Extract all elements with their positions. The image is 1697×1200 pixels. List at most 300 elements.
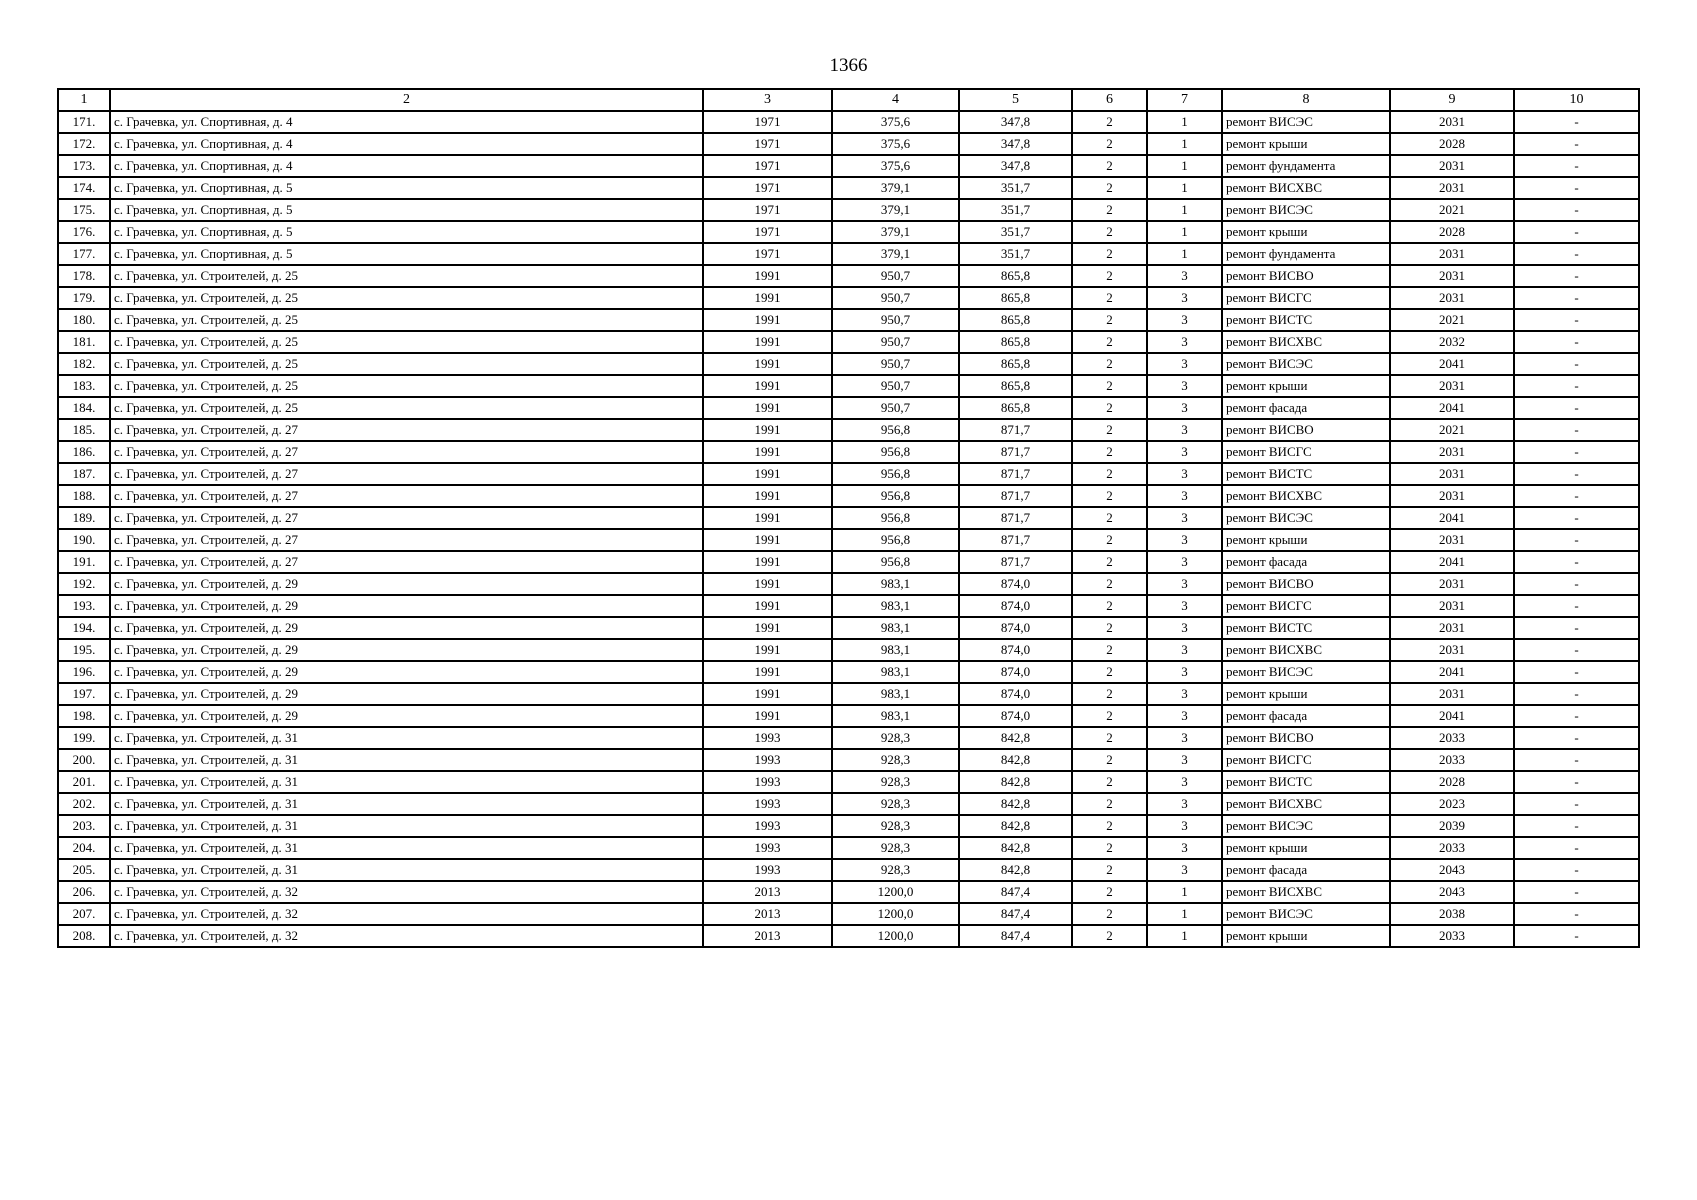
work-type-cell: ремонт ВИСЭС: [1222, 111, 1390, 133]
entrances-cell: 3: [1147, 529, 1222, 551]
work-type-cell: ремонт ВИСХВС: [1222, 639, 1390, 661]
note-cell: -: [1514, 815, 1639, 837]
column-header: 2: [110, 89, 703, 111]
year-built-cell: 1993: [703, 837, 832, 859]
living-area-cell: 842,8: [959, 859, 1072, 881]
entrances-cell: 3: [1147, 375, 1222, 397]
row-number-cell: 202.: [58, 793, 110, 815]
work-type-cell: ремонт ВИСЭС: [1222, 507, 1390, 529]
year-planned-cell: 2039: [1390, 815, 1514, 837]
row-number-cell: 187.: [58, 463, 110, 485]
row-number-cell: 197.: [58, 683, 110, 705]
year-planned-cell: 2031: [1390, 177, 1514, 199]
address-cell: с. Грачевка, ул. Строителей, д. 27: [110, 441, 703, 463]
row-number-cell: 171.: [58, 111, 110, 133]
entrances-cell: 3: [1147, 353, 1222, 375]
entrances-cell: 3: [1147, 397, 1222, 419]
work-type-cell: ремонт ВИСГС: [1222, 441, 1390, 463]
year-built-cell: 1993: [703, 771, 832, 793]
living-area-cell: 865,8: [959, 265, 1072, 287]
note-cell: -: [1514, 243, 1639, 265]
table-row: [58, 815, 1639, 837]
work-type-cell: ремонт крыши: [1222, 683, 1390, 705]
note-cell: -: [1514, 793, 1639, 815]
row-number-cell: 190.: [58, 529, 110, 551]
entrances-cell: 3: [1147, 727, 1222, 749]
table-row: [58, 661, 1639, 683]
work-type-cell: ремонт ВИСТС: [1222, 463, 1390, 485]
work-type-cell: ремонт ВИСХВС: [1222, 331, 1390, 353]
living-area-cell: 874,0: [959, 683, 1072, 705]
year-built-cell: 1991: [703, 419, 832, 441]
note-cell: -: [1514, 617, 1639, 639]
table-row: [58, 617, 1639, 639]
note-cell: -: [1514, 419, 1639, 441]
table-header-row: [58, 89, 1639, 111]
year-planned-cell: 2031: [1390, 463, 1514, 485]
address-cell: с. Грачевка, ул. Строителей, д. 29: [110, 595, 703, 617]
living-area-cell: 871,7: [959, 441, 1072, 463]
entrances-cell: 3: [1147, 661, 1222, 683]
table-row: [58, 551, 1639, 573]
year-planned-cell: 2023: [1390, 793, 1514, 815]
year-built-cell: 1991: [703, 551, 832, 573]
address-cell: с. Грачевка, ул. Строителей, д. 29: [110, 639, 703, 661]
year-built-cell: 2013: [703, 925, 832, 947]
floors-cell: 2: [1072, 881, 1147, 903]
table-row: [58, 199, 1639, 221]
year-planned-cell: 2031: [1390, 375, 1514, 397]
living-area-cell: 351,7: [959, 199, 1072, 221]
address-cell: с. Грачевка, ул. Строителей, д. 27: [110, 507, 703, 529]
floors-cell: 2: [1072, 815, 1147, 837]
year-planned-cell: 2031: [1390, 573, 1514, 595]
year-built-cell: 1971: [703, 199, 832, 221]
year-built-cell: 1991: [703, 705, 832, 727]
note-cell: -: [1514, 705, 1639, 727]
entrances-cell: 3: [1147, 265, 1222, 287]
year-planned-cell: 2031: [1390, 595, 1514, 617]
work-type-cell: ремонт ВИСВО: [1222, 265, 1390, 287]
table-row: [58, 859, 1639, 881]
note-cell: -: [1514, 595, 1639, 617]
address-cell: с. Грачевка, ул. Спортивная, д. 5: [110, 177, 703, 199]
living-area-cell: 871,7: [959, 551, 1072, 573]
work-type-cell: ремонт ВИСЭС: [1222, 815, 1390, 837]
entrances-cell: 1: [1147, 243, 1222, 265]
table-row: [58, 771, 1639, 793]
row-number-cell: 195.: [58, 639, 110, 661]
floors-cell: 2: [1072, 837, 1147, 859]
total-area-cell: 956,8: [832, 529, 959, 551]
total-area-cell: 1200,0: [832, 903, 959, 925]
total-area-cell: 379,1: [832, 177, 959, 199]
year-built-cell: 1971: [703, 133, 832, 155]
year-built-cell: 1991: [703, 617, 832, 639]
total-area-cell: 928,3: [832, 771, 959, 793]
living-area-cell: 842,8: [959, 815, 1072, 837]
page-number: 1366: [829, 55, 868, 76]
note-cell: -: [1514, 749, 1639, 771]
total-area-cell: 983,1: [832, 705, 959, 727]
year-planned-cell: 2043: [1390, 881, 1514, 903]
table-row: [58, 155, 1639, 177]
table-row: [58, 331, 1639, 353]
work-type-cell: ремонт ВИСТС: [1222, 771, 1390, 793]
year-built-cell: 1991: [703, 287, 832, 309]
floors-cell: 2: [1072, 749, 1147, 771]
row-number-cell: 189.: [58, 507, 110, 529]
floors-cell: 2: [1072, 199, 1147, 221]
entrances-cell: 3: [1147, 595, 1222, 617]
table-row: [58, 177, 1639, 199]
year-built-cell: 2013: [703, 903, 832, 925]
work-type-cell: ремонт ВИСХВС: [1222, 177, 1390, 199]
table-row: [58, 221, 1639, 243]
work-type-cell: ремонт крыши: [1222, 221, 1390, 243]
address-cell: с. Грачевка, ул. Строителей, д. 29: [110, 705, 703, 727]
year-planned-cell: 2033: [1390, 727, 1514, 749]
note-cell: -: [1514, 683, 1639, 705]
column-header: 1: [58, 89, 110, 111]
total-area-cell: 983,1: [832, 661, 959, 683]
living-area-cell: 847,4: [959, 925, 1072, 947]
table-row: [58, 419, 1639, 441]
year-built-cell: 1991: [703, 485, 832, 507]
address-cell: с. Грачевка, ул. Строителей, д. 29: [110, 661, 703, 683]
year-built-cell: 1993: [703, 749, 832, 771]
row-number-cell: 205.: [58, 859, 110, 881]
year-planned-cell: 2031: [1390, 155, 1514, 177]
year-planned-cell: 2031: [1390, 683, 1514, 705]
living-area-cell: 847,4: [959, 881, 1072, 903]
total-area-cell: 928,3: [832, 815, 959, 837]
address-cell: с. Грачевка, ул. Строителей, д. 32: [110, 903, 703, 925]
work-type-cell: ремонт крыши: [1222, 133, 1390, 155]
table-row: [58, 111, 1639, 133]
address-cell: с. Грачевка, ул. Строителей, д. 27: [110, 419, 703, 441]
entrances-cell: 3: [1147, 815, 1222, 837]
entrances-cell: 3: [1147, 617, 1222, 639]
table-row: [58, 925, 1639, 947]
living-area-cell: 874,0: [959, 573, 1072, 595]
year-planned-cell: 2031: [1390, 617, 1514, 639]
living-area-cell: 874,0: [959, 617, 1072, 639]
work-type-cell: ремонт ВИСЭС: [1222, 199, 1390, 221]
floors-cell: 2: [1072, 221, 1147, 243]
total-area-cell: 928,3: [832, 837, 959, 859]
row-number-cell: 188.: [58, 485, 110, 507]
work-type-cell: ремонт ВИСВО: [1222, 573, 1390, 595]
entrances-cell: 1: [1147, 177, 1222, 199]
note-cell: -: [1514, 287, 1639, 309]
year-built-cell: 1971: [703, 221, 832, 243]
note-cell: -: [1514, 661, 1639, 683]
column-header: 5: [959, 89, 1072, 111]
table-row: [58, 287, 1639, 309]
table-row: [58, 749, 1639, 771]
total-area-cell: 956,8: [832, 551, 959, 573]
total-area-cell: 950,7: [832, 397, 959, 419]
row-number-cell: 201.: [58, 771, 110, 793]
total-area-cell: 375,6: [832, 133, 959, 155]
table-row: [58, 441, 1639, 463]
work-type-cell: ремонт ВИСЭС: [1222, 353, 1390, 375]
floors-cell: 2: [1072, 925, 1147, 947]
entrances-cell: 1: [1147, 155, 1222, 177]
living-area-cell: 351,7: [959, 221, 1072, 243]
column-header: 4: [832, 89, 959, 111]
total-area-cell: 928,3: [832, 727, 959, 749]
address-cell: с. Грачевка, ул. Строителей, д. 27: [110, 551, 703, 573]
total-area-cell: 956,8: [832, 441, 959, 463]
table-row: [58, 727, 1639, 749]
address-cell: с. Грачевка, ул. Спортивная, д. 5: [110, 199, 703, 221]
floors-cell: 2: [1072, 529, 1147, 551]
year-built-cell: 1991: [703, 463, 832, 485]
address-cell: с. Грачевка, ул. Спортивная, д. 4: [110, 111, 703, 133]
entrances-cell: 3: [1147, 793, 1222, 815]
year-built-cell: 1991: [703, 661, 832, 683]
work-type-cell: ремонт ВИСХВС: [1222, 881, 1390, 903]
living-area-cell: 871,7: [959, 485, 1072, 507]
year-built-cell: 1991: [703, 529, 832, 551]
year-planned-cell: 2031: [1390, 111, 1514, 133]
floors-cell: 2: [1072, 705, 1147, 727]
row-number-cell: 173.: [58, 155, 110, 177]
row-number-cell: 182.: [58, 353, 110, 375]
note-cell: -: [1514, 507, 1639, 529]
total-area-cell: 983,1: [832, 617, 959, 639]
floors-cell: 2: [1072, 485, 1147, 507]
floors-cell: 2: [1072, 859, 1147, 881]
address-cell: с. Грачевка, ул. Строителей, д. 25: [110, 309, 703, 331]
floors-cell: 2: [1072, 133, 1147, 155]
work-type-cell: ремонт крыши: [1222, 837, 1390, 859]
address-cell: с. Грачевка, ул. Строителей, д. 32: [110, 925, 703, 947]
year-planned-cell: 2033: [1390, 749, 1514, 771]
note-cell: -: [1514, 133, 1639, 155]
work-type-cell: ремонт ВИСЭС: [1222, 661, 1390, 683]
note-cell: -: [1514, 331, 1639, 353]
year-built-cell: 1991: [703, 595, 832, 617]
year-built-cell: 1991: [703, 265, 832, 287]
year-planned-cell: 2041: [1390, 397, 1514, 419]
entrances-cell: 1: [1147, 221, 1222, 243]
entrances-cell: 1: [1147, 111, 1222, 133]
work-type-cell: ремонт ВИСХВС: [1222, 485, 1390, 507]
work-type-cell: ремонт ВИСТС: [1222, 309, 1390, 331]
row-number-cell: 180.: [58, 309, 110, 331]
year-built-cell: 1971: [703, 177, 832, 199]
entrances-cell: 3: [1147, 837, 1222, 859]
work-type-cell: ремонт фундамента: [1222, 155, 1390, 177]
table-row: [58, 485, 1639, 507]
living-area-cell: 351,7: [959, 243, 1072, 265]
row-number-cell: 206.: [58, 881, 110, 903]
column-header: 9: [1390, 89, 1514, 111]
note-cell: -: [1514, 639, 1639, 661]
note-cell: -: [1514, 397, 1639, 419]
total-area-cell: 928,3: [832, 749, 959, 771]
entrances-cell: 3: [1147, 771, 1222, 793]
total-area-cell: 379,1: [832, 243, 959, 265]
floors-cell: 2: [1072, 441, 1147, 463]
total-area-cell: 375,6: [832, 155, 959, 177]
row-number-cell: 178.: [58, 265, 110, 287]
work-type-cell: ремонт фасада: [1222, 859, 1390, 881]
row-number-cell: 198.: [58, 705, 110, 727]
table-row: [58, 397, 1639, 419]
living-area-cell: 874,0: [959, 595, 1072, 617]
entrances-cell: 3: [1147, 441, 1222, 463]
floors-cell: 2: [1072, 793, 1147, 815]
total-area-cell: 1200,0: [832, 881, 959, 903]
total-area-cell: 983,1: [832, 639, 959, 661]
note-cell: -: [1514, 573, 1639, 595]
total-area-cell: 1200,0: [832, 925, 959, 947]
year-planned-cell: 2041: [1390, 353, 1514, 375]
work-type-cell: ремонт фундамента: [1222, 243, 1390, 265]
floors-cell: 2: [1072, 507, 1147, 529]
work-type-cell: ремонт ВИСГС: [1222, 749, 1390, 771]
note-cell: -: [1514, 881, 1639, 903]
year-planned-cell: 2028: [1390, 221, 1514, 243]
year-built-cell: 1993: [703, 859, 832, 881]
address-cell: с. Грачевка, ул. Строителей, д. 25: [110, 375, 703, 397]
living-area-cell: 842,8: [959, 771, 1072, 793]
living-area-cell: 842,8: [959, 837, 1072, 859]
address-cell: с. Грачевка, ул. Строителей, д. 27: [110, 485, 703, 507]
living-area-cell: 874,0: [959, 639, 1072, 661]
floors-cell: 2: [1072, 397, 1147, 419]
floors-cell: 2: [1072, 331, 1147, 353]
row-number-cell: 193.: [58, 595, 110, 617]
year-built-cell: 1991: [703, 507, 832, 529]
address-cell: с. Грачевка, ул. Строителей, д. 31: [110, 793, 703, 815]
row-number-cell: 175.: [58, 199, 110, 221]
row-number-cell: 185.: [58, 419, 110, 441]
note-cell: -: [1514, 221, 1639, 243]
table-row: [58, 529, 1639, 551]
total-area-cell: 379,1: [832, 199, 959, 221]
entrances-cell: 1: [1147, 903, 1222, 925]
entrances-cell: 3: [1147, 419, 1222, 441]
total-area-cell: 950,7: [832, 375, 959, 397]
repair-schedule-table: [57, 88, 1640, 948]
row-number-cell: 177.: [58, 243, 110, 265]
year-planned-cell: 2028: [1390, 133, 1514, 155]
table-row: [58, 793, 1639, 815]
floors-cell: 2: [1072, 419, 1147, 441]
row-number-cell: 179.: [58, 287, 110, 309]
table-row: [58, 683, 1639, 705]
year-planned-cell: 2031: [1390, 529, 1514, 551]
work-type-cell: ремонт ВИСГС: [1222, 595, 1390, 617]
note-cell: -: [1514, 441, 1639, 463]
floors-cell: 2: [1072, 771, 1147, 793]
address-cell: с. Грачевка, ул. Строителей, д. 31: [110, 727, 703, 749]
living-area-cell: 874,0: [959, 661, 1072, 683]
address-cell: с. Грачевка, ул. Строителей, д. 31: [110, 815, 703, 837]
note-cell: -: [1514, 177, 1639, 199]
address-cell: с. Грачевка, ул. Спортивная, д. 4: [110, 133, 703, 155]
address-cell: с. Грачевка, ул. Строителей, д. 25: [110, 265, 703, 287]
work-type-cell: ремонт ВИСВО: [1222, 419, 1390, 441]
note-cell: -: [1514, 925, 1639, 947]
living-area-cell: 847,4: [959, 903, 1072, 925]
table-row: [58, 309, 1639, 331]
year-planned-cell: 2021: [1390, 419, 1514, 441]
note-cell: -: [1514, 353, 1639, 375]
note-cell: -: [1514, 903, 1639, 925]
year-planned-cell: 2031: [1390, 287, 1514, 309]
total-area-cell: 956,8: [832, 419, 959, 441]
row-number-cell: 172.: [58, 133, 110, 155]
entrances-cell: 3: [1147, 573, 1222, 595]
living-area-cell: 865,8: [959, 287, 1072, 309]
work-type-cell: ремонт крыши: [1222, 375, 1390, 397]
row-number-cell: 176.: [58, 221, 110, 243]
table-row: [58, 243, 1639, 265]
year-planned-cell: 2021: [1390, 309, 1514, 331]
work-type-cell: ремонт ВИСГС: [1222, 287, 1390, 309]
row-number-cell: 192.: [58, 573, 110, 595]
note-cell: -: [1514, 859, 1639, 881]
entrances-cell: 3: [1147, 639, 1222, 661]
column-header: 6: [1072, 89, 1147, 111]
living-area-cell: 874,0: [959, 705, 1072, 727]
entrances-cell: 1: [1147, 881, 1222, 903]
floors-cell: 2: [1072, 309, 1147, 331]
total-area-cell: 956,8: [832, 485, 959, 507]
year-built-cell: 1993: [703, 815, 832, 837]
work-type-cell: ремонт ВИСЭС: [1222, 903, 1390, 925]
living-area-cell: 842,8: [959, 749, 1072, 771]
living-area-cell: 871,7: [959, 507, 1072, 529]
floors-cell: 2: [1072, 111, 1147, 133]
note-cell: -: [1514, 727, 1639, 749]
entrances-cell: 3: [1147, 859, 1222, 881]
entrances-cell: 3: [1147, 507, 1222, 529]
note-cell: -: [1514, 529, 1639, 551]
note-cell: -: [1514, 111, 1639, 133]
total-area-cell: 983,1: [832, 595, 959, 617]
address-cell: с. Грачевка, ул. Строителей, д. 31: [110, 749, 703, 771]
year-built-cell: 1991: [703, 331, 832, 353]
entrances-cell: 3: [1147, 331, 1222, 353]
address-cell: с. Грачевка, ул. Спортивная, д. 5: [110, 221, 703, 243]
table-row: [58, 595, 1639, 617]
total-area-cell: 950,7: [832, 309, 959, 331]
total-area-cell: 983,1: [832, 573, 959, 595]
floors-cell: 2: [1072, 661, 1147, 683]
floors-cell: 2: [1072, 573, 1147, 595]
work-type-cell: ремонт фасада: [1222, 397, 1390, 419]
living-area-cell: 842,8: [959, 727, 1072, 749]
year-planned-cell: 2041: [1390, 551, 1514, 573]
address-cell: с. Грачевка, ул. Спортивная, д. 5: [110, 243, 703, 265]
note-cell: -: [1514, 463, 1639, 485]
table-row: [58, 881, 1639, 903]
year-built-cell: 1991: [703, 639, 832, 661]
row-number-cell: 207.: [58, 903, 110, 925]
entrances-cell: 3: [1147, 551, 1222, 573]
year-built-cell: 2013: [703, 881, 832, 903]
year-planned-cell: 2041: [1390, 661, 1514, 683]
year-planned-cell: 2031: [1390, 441, 1514, 463]
year-built-cell: 1991: [703, 683, 832, 705]
